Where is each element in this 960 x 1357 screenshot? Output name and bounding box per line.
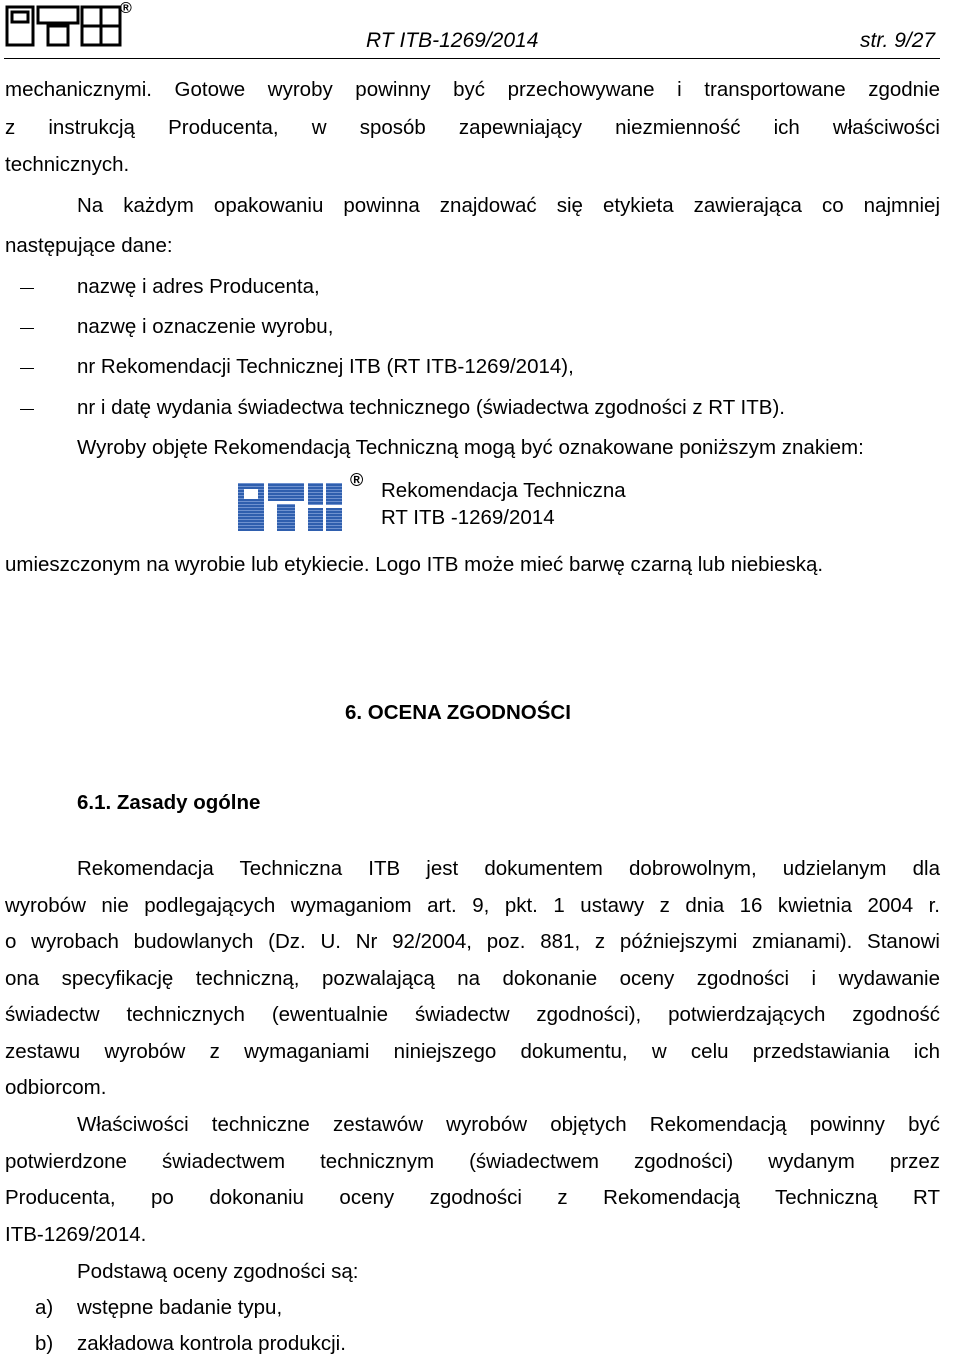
paragraph-line: wyrobów nie podlegających wymaganiom art. 9, pkt. 1 ustawy z dnia 16 kwietnia 2004 r. [5,894,940,917]
marking-after: umieszczonym na wyrobie lub etykiecie. Logo ITB może mieć barwę czarną lub niebieską. [5,553,824,576]
paragraph-line: potwierdzone świadectwem technicznym (świadectwem zgodności) wydanym przez [5,1150,940,1173]
paragraph-line: ITB-1269/2014. [5,1223,147,1246]
paragraph-line: Właściwości techniczne zestawów wyrobów objętych Rekomendacją powinny być [77,1113,940,1136]
dash-bullet [20,328,34,329]
registered-mark: ® [350,470,364,490]
list-marker: b) [35,1332,54,1355]
paragraph-line: o wyrobach budowlanych (Dz. U. Nr 92/2004, poz. 881, z późniejszymi zmianami). Stanowi [5,930,940,953]
itb-logo-icon [236,480,344,533]
paragraph-line: Na każdym opakowaniu powinna znajdować się etykieta zawierająca co najmniej [77,194,940,217]
itb-logo-header [4,2,132,48]
mark-text-line2: RT ITB -1269/2014 [381,506,555,529]
section-title: 6. OCENA ZGODNOŚCI [345,701,571,724]
paragraph-line: Producenta, po dokonaniu oceny zgodności z Rekomendacją Techniczną RT [5,1186,940,1209]
dash-bullet [20,368,34,369]
list-item: nr i datę wydania świadectwa technicznego (świadectwa zgodności z RT ITB). [77,396,785,419]
mark-text-line1: Rekomendacja Techniczna [381,479,626,502]
paragraph-line: z instrukcją Producenta, w sposób zapewniający niezmienność ich właściwości [5,116,940,139]
dash-bullet [20,409,34,410]
paragraph-line: Rekomendacja Techniczna ITB jest dokumentem dobrowolnym, udzielanym dla [77,857,940,880]
paragraph-line: zestawu wyrobów z wymaganiami niniejszego dokumentu, w celu przedstawiania ich [5,1040,940,1063]
paragraph-line: odbiorcom. [5,1076,107,1099]
list-item: nazwę i oznaczenie wyrobu, [77,315,334,338]
itb-logo-icon [4,2,132,48]
page-number: str. 9/27 [860,29,936,52]
list-marker: a) [35,1296,54,1319]
registered-mark: ® [120,0,132,17]
paragraph-line: następujące dane: [5,234,173,257]
marking-intro: Wyroby objęte Rekomendacją Techniczną mogą być oznakowane poniższym znakiem: [77,436,864,459]
paragraph-line: ona specyfikację techniczną, pozwalającą na dokonanie oceny zgodności i wydawanie [5,967,940,990]
paragraph-line: mechanicznymi. Gotowe wyroby powinny być przechowywane i transportowane zgodnie [5,78,940,101]
itb-mark-logo [236,480,344,533]
document-code: RT ITB-1269/2014 [366,29,539,52]
dash-bullet [20,288,34,289]
list-item: nazwę i adres Producenta, [77,275,320,298]
paragraph-line: świadectw technicznych (ewentualnie świadectw zgodności), potwierdzających zgodność [5,1003,940,1026]
paragraph-line: Podstawą oceny zgodności są: [77,1260,359,1283]
list-item: zakładowa kontrola produkcji. [77,1332,346,1355]
subsection-title: 6.1. Zasady ogólne [77,791,261,814]
list-item: nr Rekomendacji Technicznej ITB (RT ITB-1269/2014), [77,355,574,378]
list-item: wstępne badanie typu, [77,1296,283,1319]
header-rule [4,58,940,59]
paragraph-line: technicznych. [5,153,130,176]
